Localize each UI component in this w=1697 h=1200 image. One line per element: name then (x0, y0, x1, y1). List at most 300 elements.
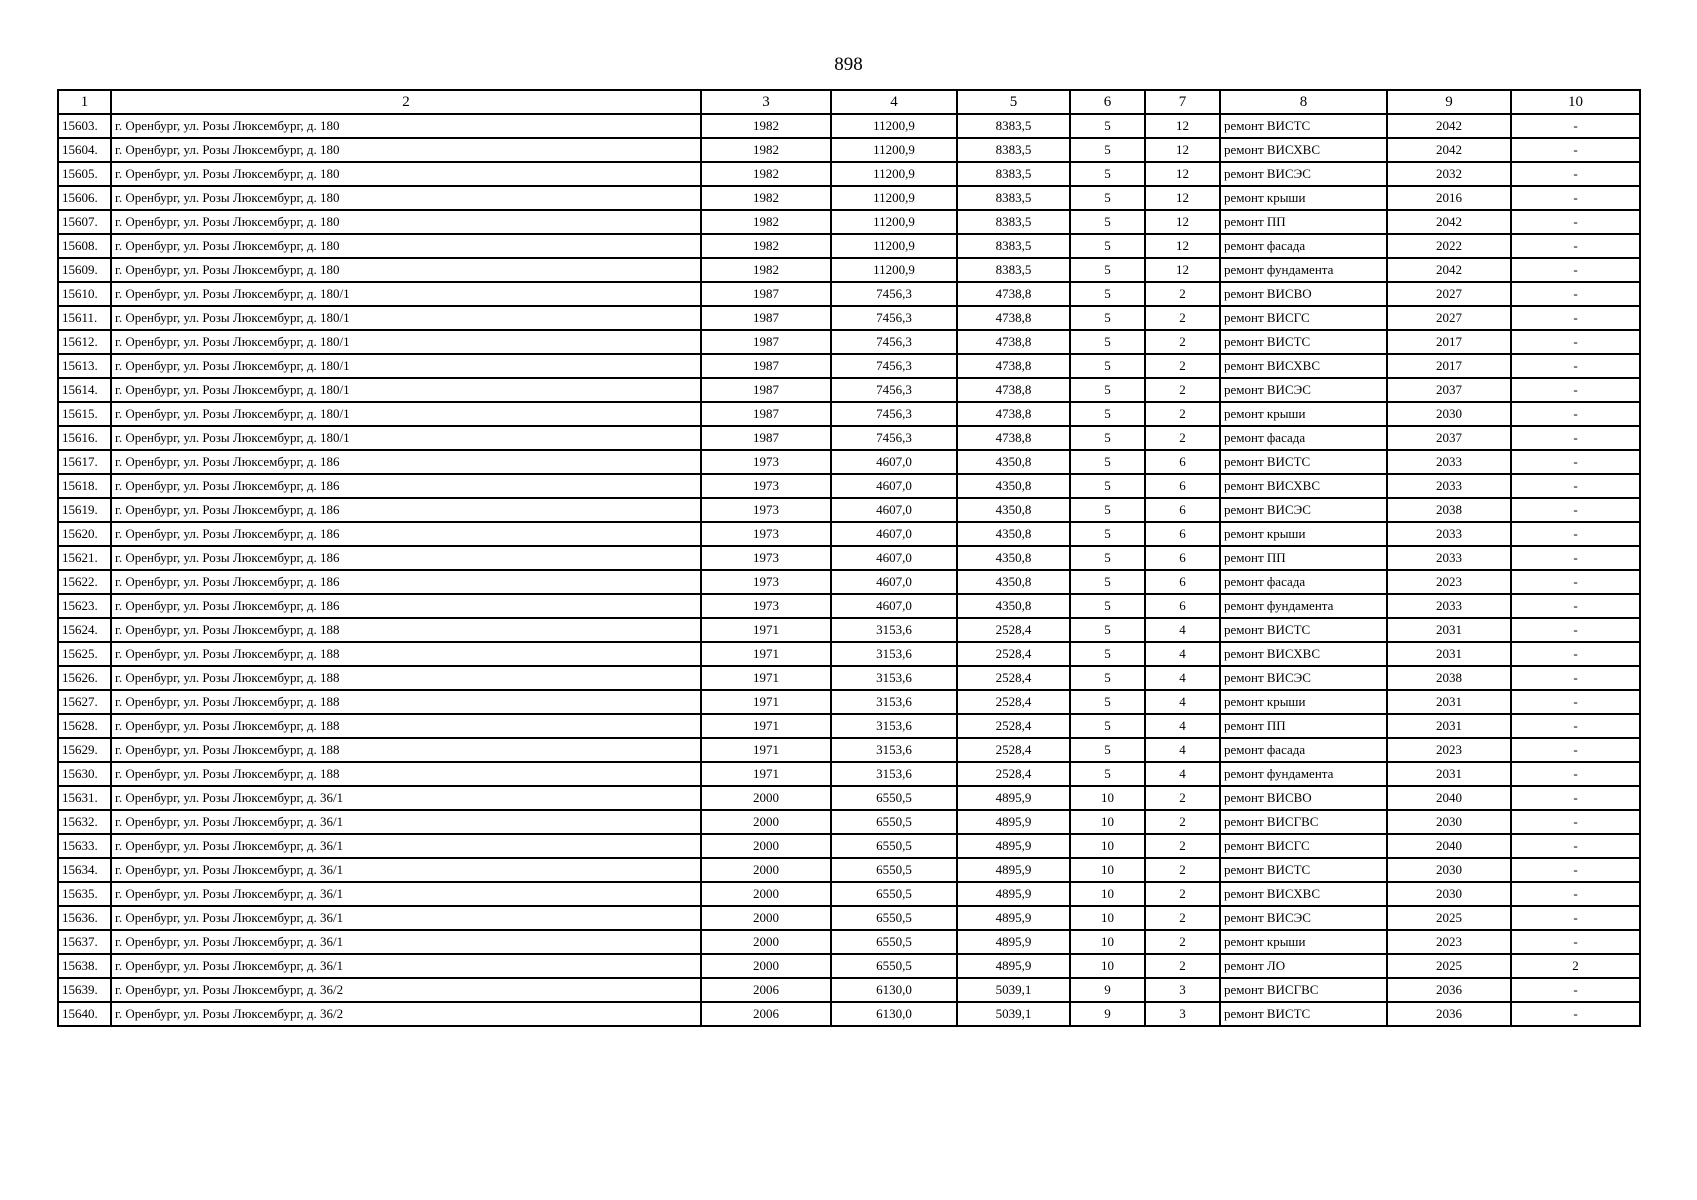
cell-note: - (1511, 138, 1640, 162)
table-row (58, 786, 1640, 810)
cell-row-number: 15615. (58, 402, 111, 426)
cell-work-type: ремонт фундамента (1220, 594, 1387, 618)
cell-living-area: 4738,8 (957, 402, 1070, 426)
cell-work-type: ремонт фасада (1220, 426, 1387, 450)
cell-build-year: 1973 (701, 450, 831, 474)
cell-total-area: 4607,0 (831, 570, 957, 594)
cell-floors: 5 (1070, 642, 1145, 666)
cell-address: г. Оренбург, ул. Розы Люксембург, д. 36/1 (111, 858, 701, 882)
cell-total-area: 7456,3 (831, 306, 957, 330)
cell-row-number: 15617. (58, 450, 111, 474)
cell-entrances: 6 (1145, 570, 1220, 594)
cell-address: г. Оренбург, ул. Розы Люксембург, д. 180/1 (111, 330, 701, 354)
cell-note: - (1511, 330, 1640, 354)
cell-entrances: 6 (1145, 498, 1220, 522)
cell-work-type: ремонт фундамента (1220, 762, 1387, 786)
cell-row-number: 15618. (58, 474, 111, 498)
cell-note: - (1511, 714, 1640, 738)
cell-build-year: 2000 (701, 882, 831, 906)
cell-floors: 5 (1070, 762, 1145, 786)
cell-living-area: 4738,8 (957, 378, 1070, 402)
table-row (58, 690, 1640, 714)
cell-total-area: 7456,3 (831, 426, 957, 450)
cell-floors: 10 (1070, 834, 1145, 858)
cell-total-area: 11200,9 (831, 114, 957, 138)
cell-entrances: 12 (1145, 162, 1220, 186)
cell-work-type: ремонт ВИСТС (1220, 114, 1387, 138)
cell-note: - (1511, 882, 1640, 906)
cell-floors: 5 (1070, 378, 1145, 402)
cell-entrances: 6 (1145, 450, 1220, 474)
cell-address: г. Оренбург, ул. Розы Люксембург, д. 36/2 (111, 1002, 701, 1026)
cell-plan-year: 2030 (1387, 402, 1511, 426)
cell-note: - (1511, 378, 1640, 402)
cell-plan-year: 2023 (1387, 738, 1511, 762)
cell-address: г. Оренбург, ул. Розы Люксембург, д. 188 (111, 618, 701, 642)
cell-note: - (1511, 258, 1640, 282)
cell-plan-year: 2036 (1387, 978, 1511, 1002)
cell-address: г. Оренбург, ул. Розы Люксембург, д. 180 (111, 234, 701, 258)
table-row (58, 930, 1640, 954)
cell-row-number: 15606. (58, 186, 111, 210)
cell-address: г. Оренбург, ул. Розы Люксембург, д. 180/1 (111, 426, 701, 450)
table-row (58, 234, 1640, 258)
cell-plan-year: 2033 (1387, 594, 1511, 618)
cell-address: г. Оренбург, ул. Розы Люксембург, д. 36/1 (111, 954, 701, 978)
cell-floors: 5 (1070, 474, 1145, 498)
cell-build-year: 1971 (701, 666, 831, 690)
cell-living-area: 4895,9 (957, 786, 1070, 810)
cell-build-year: 1973 (701, 570, 831, 594)
cell-address: г. Оренбург, ул. Розы Люксембург, д. 186 (111, 474, 701, 498)
cell-entrances: 2 (1145, 402, 1220, 426)
cell-work-type: ремонт фундамента (1220, 258, 1387, 282)
cell-floors: 5 (1070, 210, 1145, 234)
cell-row-number: 15622. (58, 570, 111, 594)
cell-address: г. Оренбург, ул. Розы Люксембург, д. 186 (111, 498, 701, 522)
cell-total-area: 11200,9 (831, 258, 957, 282)
cell-entrances: 12 (1145, 186, 1220, 210)
cell-note: - (1511, 906, 1640, 930)
cell-plan-year: 2030 (1387, 810, 1511, 834)
cell-build-year: 2000 (701, 810, 831, 834)
cell-note: - (1511, 618, 1640, 642)
cell-floors: 10 (1070, 954, 1145, 978)
cell-note: - (1511, 474, 1640, 498)
cell-address: г. Оренбург, ул. Розы Люксембург, д. 186 (111, 570, 701, 594)
cell-entrances: 2 (1145, 330, 1220, 354)
cell-living-area: 4738,8 (957, 330, 1070, 354)
cell-address: г. Оренбург, ул. Розы Люксембург, д. 180/1 (111, 354, 701, 378)
cell-entrances: 2 (1145, 354, 1220, 378)
cell-row-number: 15624. (58, 618, 111, 642)
cell-work-type: ремонт ВИСТС (1220, 330, 1387, 354)
cell-total-area: 6130,0 (831, 978, 957, 1002)
cell-plan-year: 2040 (1387, 786, 1511, 810)
cell-floors: 10 (1070, 810, 1145, 834)
cell-total-area: 4607,0 (831, 498, 957, 522)
cell-entrances: 4 (1145, 642, 1220, 666)
cell-build-year: 1971 (701, 714, 831, 738)
cell-row-number: 15631. (58, 786, 111, 810)
table-row (58, 906, 1640, 930)
cell-build-year: 1987 (701, 426, 831, 450)
cell-total-area: 7456,3 (831, 354, 957, 378)
cell-row-number: 15621. (58, 546, 111, 570)
cell-plan-year: 2038 (1387, 666, 1511, 690)
cell-build-year: 1973 (701, 474, 831, 498)
cell-address: г. Оренбург, ул. Розы Люксембург, д. 180 (111, 210, 701, 234)
cell-row-number: 15611. (58, 306, 111, 330)
cell-total-area: 6550,5 (831, 882, 957, 906)
table-row (58, 762, 1640, 786)
cell-living-area: 4895,9 (957, 954, 1070, 978)
cell-work-type: ремонт ВИСГВС (1220, 978, 1387, 1002)
cell-address: г. Оренбург, ул. Розы Люксембург, д. 180 (111, 138, 701, 162)
cell-build-year: 1987 (701, 354, 831, 378)
cell-floors: 9 (1070, 1002, 1145, 1026)
cell-floors: 5 (1070, 714, 1145, 738)
cell-living-area: 4350,8 (957, 522, 1070, 546)
cell-living-area: 4350,8 (957, 570, 1070, 594)
table-row (58, 978, 1640, 1002)
cell-address: г. Оренбург, ул. Розы Люксембург, д. 180 (111, 114, 701, 138)
cell-build-year: 1982 (701, 186, 831, 210)
cell-entrances: 4 (1145, 618, 1220, 642)
column-header-1: 1 (58, 90, 111, 114)
cell-living-area: 4895,9 (957, 858, 1070, 882)
cell-total-area: 3153,6 (831, 762, 957, 786)
cell-work-type: ремонт ПП (1220, 210, 1387, 234)
cell-address: г. Оренбург, ул. Розы Люксембург, д. 188 (111, 666, 701, 690)
cell-build-year: 1982 (701, 162, 831, 186)
cell-living-area: 4350,8 (957, 450, 1070, 474)
cell-note: - (1511, 786, 1640, 810)
table-row (58, 858, 1640, 882)
cell-plan-year: 2037 (1387, 426, 1511, 450)
cell-floors: 5 (1070, 186, 1145, 210)
cell-row-number: 15614. (58, 378, 111, 402)
cell-entrances: 12 (1145, 210, 1220, 234)
cell-total-area: 3153,6 (831, 738, 957, 762)
cell-work-type: ремонт ВИСВО (1220, 786, 1387, 810)
table-row (58, 426, 1640, 450)
cell-note: - (1511, 1002, 1640, 1026)
column-header-6: 6 (1070, 90, 1145, 114)
cell-work-type: ремонт крыши (1220, 930, 1387, 954)
cell-total-area: 7456,3 (831, 402, 957, 426)
table-row (58, 1002, 1640, 1026)
cell-floors: 10 (1070, 906, 1145, 930)
cell-floors: 10 (1070, 930, 1145, 954)
cell-living-area: 8383,5 (957, 162, 1070, 186)
cell-floors: 5 (1070, 450, 1145, 474)
cell-work-type: ремонт ВИСХВС (1220, 642, 1387, 666)
cell-living-area: 4895,9 (957, 930, 1070, 954)
cell-row-number: 15627. (58, 690, 111, 714)
cell-living-area: 8383,5 (957, 114, 1070, 138)
cell-living-area: 4895,9 (957, 834, 1070, 858)
cell-work-type: ремонт ВИСГС (1220, 834, 1387, 858)
cell-address: г. Оренбург, ул. Розы Люксембург, д. 180 (111, 258, 701, 282)
cell-row-number: 15616. (58, 426, 111, 450)
cell-work-type: ремонт ЛО (1220, 954, 1387, 978)
cell-floors: 5 (1070, 594, 1145, 618)
cell-living-area: 8383,5 (957, 258, 1070, 282)
cell-total-area: 6550,5 (831, 786, 957, 810)
cell-floors: 5 (1070, 354, 1145, 378)
cell-work-type: ремонт крыши (1220, 186, 1387, 210)
cell-total-area: 6550,5 (831, 906, 957, 930)
cell-note: - (1511, 810, 1640, 834)
cell-row-number: 15613. (58, 354, 111, 378)
cell-work-type: ремонт ВИСЭС (1220, 162, 1387, 186)
cell-entrances: 3 (1145, 1002, 1220, 1026)
table-row (58, 258, 1640, 282)
cell-living-area: 8383,5 (957, 234, 1070, 258)
cell-build-year: 1971 (701, 690, 831, 714)
cell-entrances: 2 (1145, 858, 1220, 882)
cell-plan-year: 2022 (1387, 234, 1511, 258)
cell-living-area: 2528,4 (957, 738, 1070, 762)
cell-note: 2 (1511, 954, 1640, 978)
cell-living-area: 4895,9 (957, 810, 1070, 834)
cell-build-year: 2000 (701, 858, 831, 882)
cell-build-year: 1987 (701, 330, 831, 354)
cell-living-area: 2528,4 (957, 714, 1070, 738)
cell-floors: 5 (1070, 666, 1145, 690)
table-row (58, 738, 1640, 762)
cell-living-area: 5039,1 (957, 978, 1070, 1002)
cell-work-type: ремонт ВИСХВС (1220, 354, 1387, 378)
cell-work-type: ремонт ВИСЭС (1220, 498, 1387, 522)
cell-work-type: ремонт ВИСГС (1220, 306, 1387, 330)
table-row (58, 450, 1640, 474)
table-row (58, 570, 1640, 594)
cell-note: - (1511, 738, 1640, 762)
cell-note: - (1511, 306, 1640, 330)
table-row (58, 474, 1640, 498)
cell-row-number: 15629. (58, 738, 111, 762)
cell-plan-year: 2016 (1387, 186, 1511, 210)
cell-build-year: 1987 (701, 306, 831, 330)
cell-address: г. Оренбург, ул. Розы Люксембург, д. 36/1 (111, 882, 701, 906)
cell-total-area: 4607,0 (831, 522, 957, 546)
table-header-row (58, 90, 1640, 114)
table-row (58, 594, 1640, 618)
cell-row-number: 15630. (58, 762, 111, 786)
cell-entrances: 6 (1145, 474, 1220, 498)
column-header-7: 7 (1145, 90, 1220, 114)
cell-entrances: 4 (1145, 738, 1220, 762)
cell-living-area: 8383,5 (957, 138, 1070, 162)
cell-note: - (1511, 426, 1640, 450)
cell-living-area: 2528,4 (957, 642, 1070, 666)
cell-total-area: 11200,9 (831, 210, 957, 234)
cell-build-year: 2000 (701, 954, 831, 978)
cell-total-area: 11200,9 (831, 162, 957, 186)
column-header-4: 4 (831, 90, 957, 114)
table-row (58, 306, 1640, 330)
cell-plan-year: 2037 (1387, 378, 1511, 402)
cell-plan-year: 2040 (1387, 834, 1511, 858)
cell-note: - (1511, 210, 1640, 234)
table-row (58, 498, 1640, 522)
cell-entrances: 2 (1145, 810, 1220, 834)
cell-address: г. Оренбург, ул. Розы Люксембург, д. 186 (111, 450, 701, 474)
cell-total-area: 3153,6 (831, 642, 957, 666)
cell-entrances: 6 (1145, 546, 1220, 570)
cell-floors: 5 (1070, 690, 1145, 714)
cell-note: - (1511, 282, 1640, 306)
cell-address: г. Оренбург, ул. Розы Люксембург, д. 36/2 (111, 978, 701, 1002)
cell-total-area: 6130,0 (831, 1002, 957, 1026)
cell-entrances: 4 (1145, 666, 1220, 690)
cell-address: г. Оренбург, ул. Розы Люксембург, д. 188 (111, 738, 701, 762)
cell-address: г. Оренбург, ул. Розы Люксембург, д. 180 (111, 186, 701, 210)
cell-row-number: 15610. (58, 282, 111, 306)
cell-row-number: 15609. (58, 258, 111, 282)
cell-row-number: 15628. (58, 714, 111, 738)
cell-note: - (1511, 834, 1640, 858)
cell-plan-year: 2025 (1387, 954, 1511, 978)
table-row (58, 282, 1640, 306)
cell-row-number: 15619. (58, 498, 111, 522)
page-number: 898 (834, 54, 863, 75)
cell-total-area: 11200,9 (831, 138, 957, 162)
cell-build-year: 1971 (701, 738, 831, 762)
cell-row-number: 15637. (58, 930, 111, 954)
cell-work-type: ремонт ВИСТС (1220, 858, 1387, 882)
cell-build-year: 1982 (701, 210, 831, 234)
cell-address: г. Оренбург, ул. Розы Люксембург, д. 180/1 (111, 306, 701, 330)
cell-plan-year: 2031 (1387, 690, 1511, 714)
cell-living-area: 2528,4 (957, 690, 1070, 714)
cell-note: - (1511, 594, 1640, 618)
cell-work-type: ремонт ВИСХВС (1220, 882, 1387, 906)
table-row (58, 666, 1640, 690)
cell-total-area: 3153,6 (831, 666, 957, 690)
cell-entrances: 6 (1145, 522, 1220, 546)
cell-total-area: 11200,9 (831, 234, 957, 258)
cell-floors: 5 (1070, 114, 1145, 138)
table-row (58, 354, 1640, 378)
cell-living-area: 5039,1 (957, 1002, 1070, 1026)
table-row (58, 402, 1640, 426)
cell-note: - (1511, 114, 1640, 138)
column-header-8: 8 (1220, 90, 1387, 114)
cell-address: г. Оренбург, ул. Розы Люксембург, д. 36/1 (111, 786, 701, 810)
cell-plan-year: 2031 (1387, 714, 1511, 738)
cell-address: г. Оренбург, ул. Розы Люксембург, д. 36/1 (111, 906, 701, 930)
cell-living-area: 2528,4 (957, 762, 1070, 786)
cell-plan-year: 2032 (1387, 162, 1511, 186)
cell-work-type: ремонт крыши (1220, 402, 1387, 426)
cell-total-area: 3153,6 (831, 714, 957, 738)
cell-work-type: ремонт крыши (1220, 522, 1387, 546)
cell-note: - (1511, 546, 1640, 570)
cell-address: г. Оренбург, ул. Розы Люксембург, д. 36/1 (111, 930, 701, 954)
cell-floors: 10 (1070, 858, 1145, 882)
cell-floors: 5 (1070, 426, 1145, 450)
cell-entrances: 2 (1145, 930, 1220, 954)
cell-build-year: 2006 (701, 978, 831, 1002)
cell-address: г. Оренбург, ул. Розы Люксембург, д. 180/1 (111, 378, 701, 402)
cell-floors: 5 (1070, 258, 1145, 282)
cell-address: г. Оренбург, ул. Розы Люксембург, д. 36/1 (111, 834, 701, 858)
cell-entrances: 4 (1145, 714, 1220, 738)
cell-plan-year: 2033 (1387, 450, 1511, 474)
cell-build-year: 1987 (701, 378, 831, 402)
table-row (58, 210, 1640, 234)
cell-build-year: 2000 (701, 930, 831, 954)
cell-work-type: ремонт ВИСВО (1220, 282, 1387, 306)
cell-note: - (1511, 450, 1640, 474)
cell-row-number: 15605. (58, 162, 111, 186)
cell-work-type: ремонт фасада (1220, 738, 1387, 762)
cell-floors: 5 (1070, 162, 1145, 186)
cell-total-area: 6550,5 (831, 858, 957, 882)
table-row (58, 714, 1640, 738)
cell-entrances: 4 (1145, 762, 1220, 786)
cell-floors: 5 (1070, 330, 1145, 354)
cell-total-area: 4607,0 (831, 546, 957, 570)
cell-build-year: 1973 (701, 522, 831, 546)
cell-total-area: 6550,5 (831, 954, 957, 978)
cell-entrances: 2 (1145, 426, 1220, 450)
table-row (58, 834, 1640, 858)
cell-plan-year: 2036 (1387, 1002, 1511, 1026)
cell-address: г. Оренбург, ул. Розы Люксембург, д. 186 (111, 594, 701, 618)
cell-total-area: 11200,9 (831, 186, 957, 210)
column-header-9: 9 (1387, 90, 1511, 114)
cell-build-year: 1971 (701, 762, 831, 786)
table-row (58, 330, 1640, 354)
cell-build-year: 2000 (701, 786, 831, 810)
cell-entrances: 2 (1145, 786, 1220, 810)
cell-plan-year: 2027 (1387, 306, 1511, 330)
cell-floors: 5 (1070, 138, 1145, 162)
cell-row-number: 15623. (58, 594, 111, 618)
cell-row-number: 15638. (58, 954, 111, 978)
cell-address: г. Оренбург, ул. Розы Люксембург, д. 186 (111, 522, 701, 546)
cell-note: - (1511, 522, 1640, 546)
cell-entrances: 2 (1145, 378, 1220, 402)
cell-address: г. Оренбург, ул. Розы Люксембург, д. 188 (111, 690, 701, 714)
cell-build-year: 1987 (701, 282, 831, 306)
cell-plan-year: 2038 (1387, 498, 1511, 522)
cell-row-number: 15633. (58, 834, 111, 858)
cell-row-number: 15635. (58, 882, 111, 906)
cell-row-number: 15604. (58, 138, 111, 162)
column-header-5: 5 (957, 90, 1070, 114)
table-row (58, 114, 1640, 138)
cell-row-number: 15634. (58, 858, 111, 882)
cell-note: - (1511, 762, 1640, 786)
table-row (58, 522, 1640, 546)
cell-build-year: 1973 (701, 546, 831, 570)
cell-total-area: 6550,5 (831, 930, 957, 954)
cell-row-number: 15626. (58, 666, 111, 690)
cell-row-number: 15625. (58, 642, 111, 666)
cell-note: - (1511, 666, 1640, 690)
cell-row-number: 15612. (58, 330, 111, 354)
cell-work-type: ремонт ВИСТС (1220, 618, 1387, 642)
cell-plan-year: 2042 (1387, 138, 1511, 162)
cell-entrances: 2 (1145, 954, 1220, 978)
table-row (58, 186, 1640, 210)
repair-schedule-table (57, 89, 1641, 1027)
